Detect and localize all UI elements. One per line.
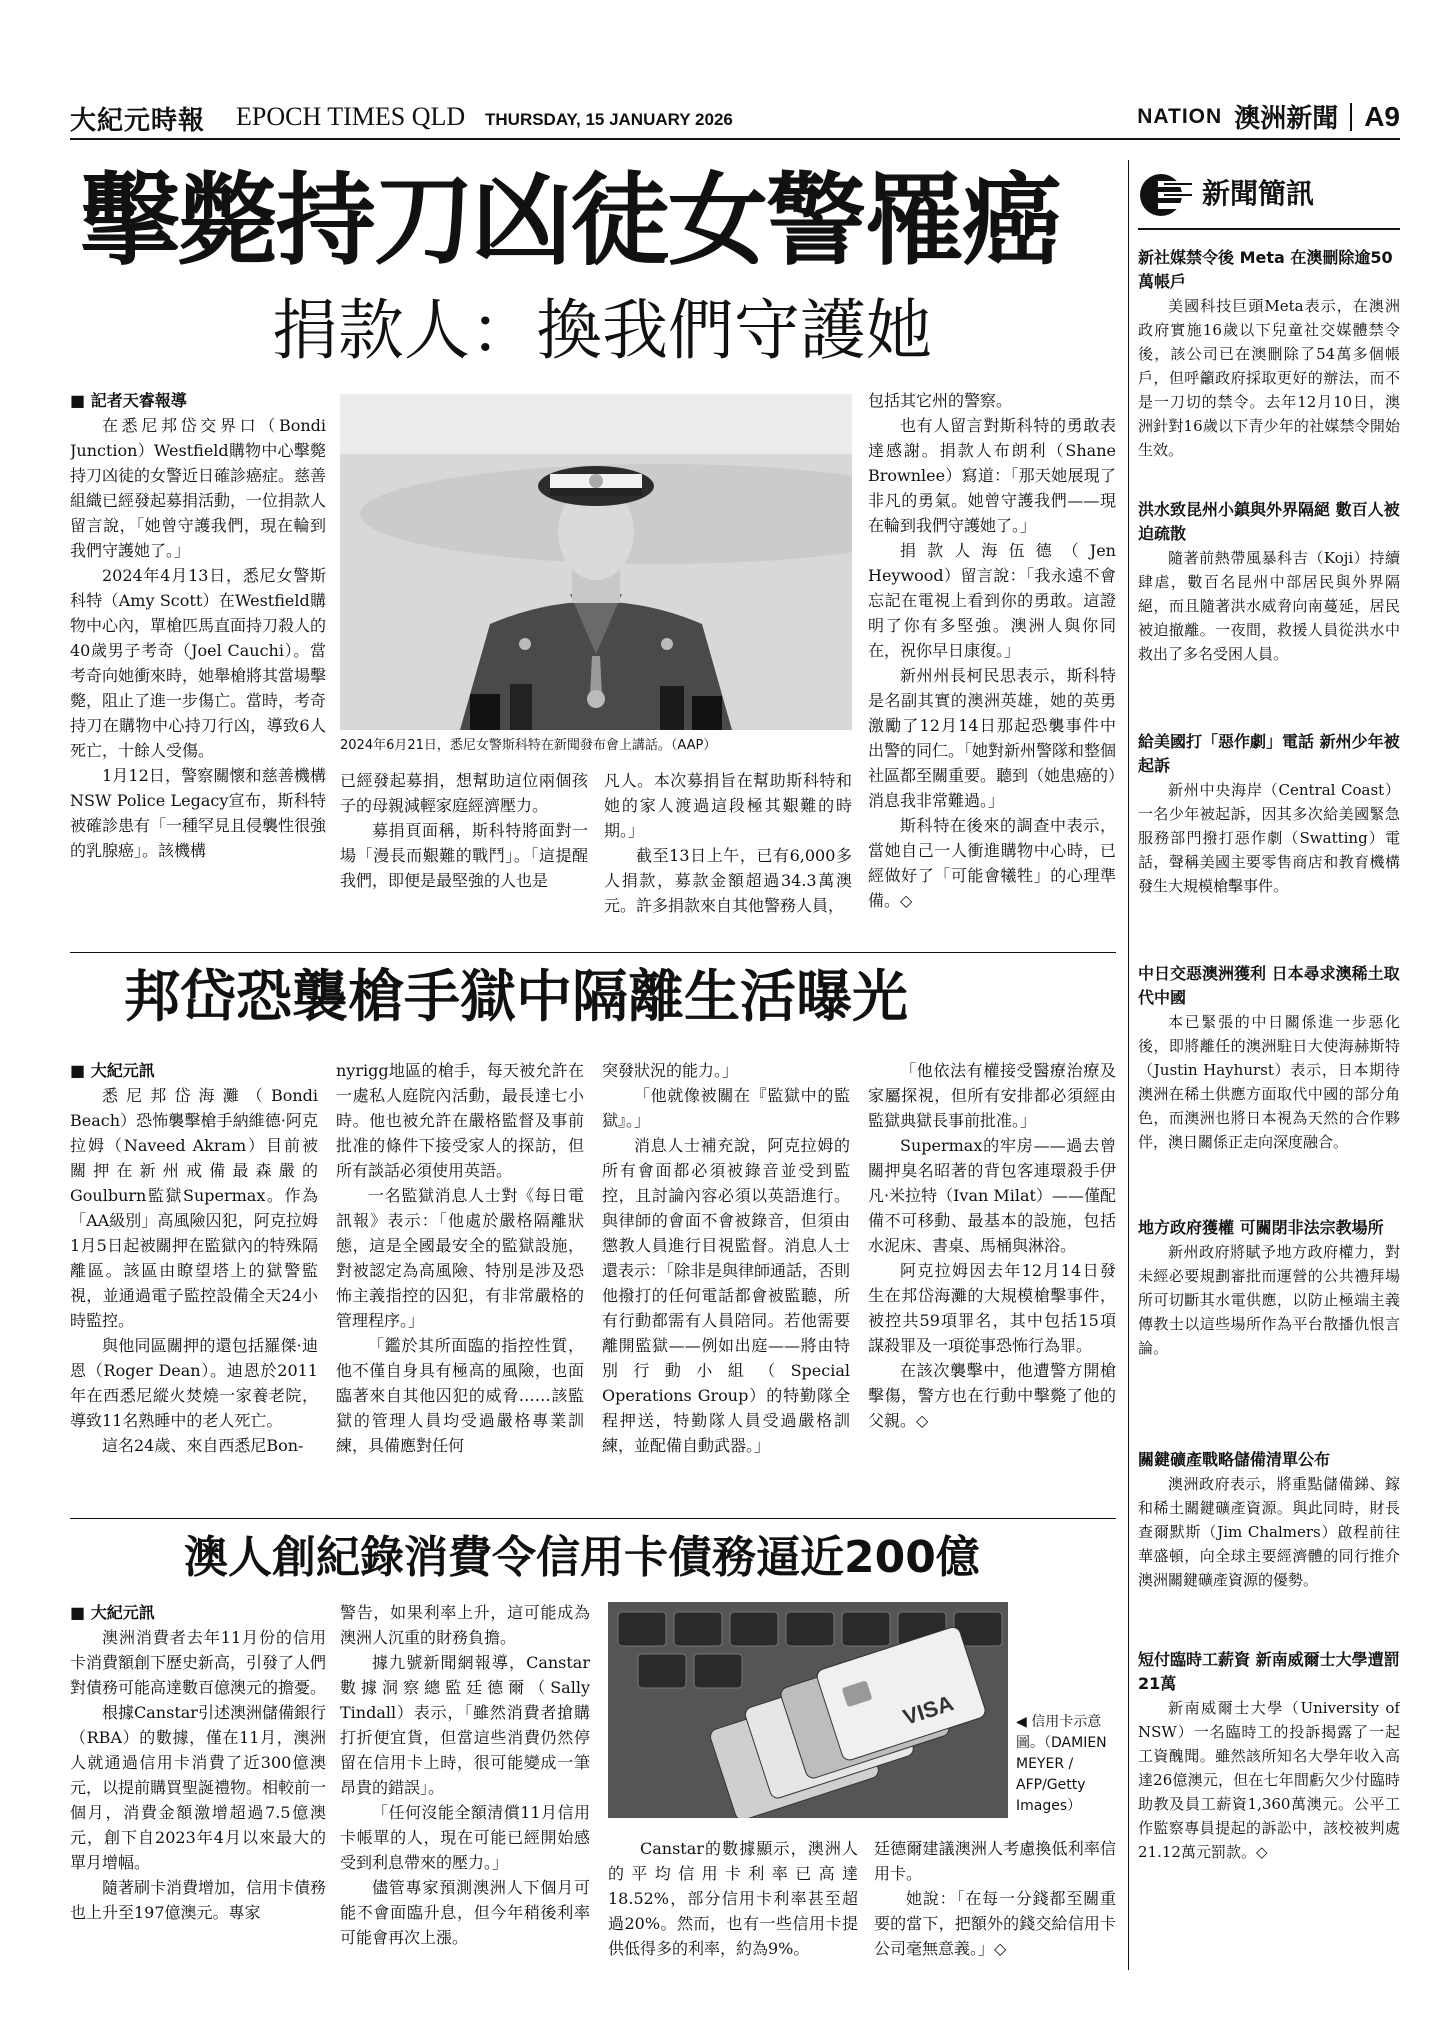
story3-column-1 [70, 1600, 326, 1966]
story2-column-1 [70, 1058, 318, 1506]
story2-headline: 邦岱恐襲槍手獄中隔離生活曝光 [124, 965, 908, 1030]
paragraph: 警告，如果利率上升，這可能成為澳洲人沉重的財務負擔。 [340, 1603, 590, 1647]
brief-body [1138, 1010, 1400, 1154]
story1-column-1 [70, 388, 326, 943]
brief-body [1138, 778, 1400, 898]
paragraph: 澳洲消費者去年11月份的信用卡消費額創下歷史新高，引發了人們對債務可能高達數百億澳元的擔憂。 [70, 1628, 326, 1697]
paragraph: 廷德爾建議澳洲人考慮換低利率信用卡。 [874, 1839, 1116, 1883]
paragraph: 澳洲政府表示，將重點儲備銻、鎵和稀土關鍵礦產資源。與此同時，財長查爾默斯（Jim Chalmers）啟程前往華盛頓，向全球主要經濟體的同行推介澳洲關鍵礦產資源的優勢。 [1138, 1475, 1400, 1589]
story3-column-3 [608, 1836, 858, 1966]
paragraph: 悉尼邦岱海灘（Bondi Beach）恐怖襲擊槍手納維德·阿克拉姆（Naveed Akram）目前被關押在新州戒備最森嚴的Goulburn監獄Supermax。作為「AA級別」高風險囚犯，阿克拉姆1月5日起被關押在監獄內的特殊隔離區。該區由瞭望塔上的獄警監視，並通過電子監控設備全天24小時監控。 [70, 1086, 318, 1330]
brief-item [1138, 962, 1400, 1216]
briefs-title: 新聞簡訊 [1202, 177, 1315, 210]
masthead-logo: 大紀元時報 [70, 106, 206, 136]
story1-subhead: 捐款人：換我們守護她 [272, 292, 932, 369]
story3-headline: 澳人創紀錄消費令信用卡債務逼近200億 [184, 1532, 980, 1583]
story1-photo [340, 394, 852, 730]
masthead-date: THURSDAY, 15 JANUARY 2026 [485, 110, 733, 129]
paragraph: 已經發起募捐，想幫助這位兩個孩子的母親減輕家庭經濟壓力。 [340, 771, 588, 815]
paragraph: 2024年4月13日，悉尼女警斯科特（Amy Scott）在Westfield購物中心內，單槍匹馬直面持刀殺人的40歲男子考奇（Joel Cauchi）。當考奇向她衝來時，她舉槍將其當場擊斃，阻止了進一步傷亡。當時，考奇持刀在購物中心持刀行凶，導致6人死亡，十餘人受傷。 [70, 566, 326, 760]
brief-title: 中日交惡澳洲獲利 日本尋求澳稀土取代中國 [1138, 964, 1400, 1007]
paragraph: Canstar的數據顯示，澳洲人的平均信用卡利率已高達18.52%，部分信用卡利率甚至超過20%。然而，也有一些信用卡提供低得多的利率，約為9%。 [608, 1839, 858, 1958]
brief-item [1138, 1216, 1400, 1448]
story2-column-3 [602, 1058, 850, 1506]
paragraph: 本已緊張的中日關係進一步惡化後，即將離任的澳洲駐日大使海赫斯特（Justin Hayhurst）表示，日本期待澳洲在稀土供應方面取代中國的部分角色，而澳洲也將日本視為天然的合作夥伴，澳日關係正走向深度融合。 [1138, 1013, 1400, 1151]
paragraph: 新南威爾士大學（University of NSW）一名臨時工的投訴揭露了一起工資醜聞。雖然該所知名大學年收入高達26億澳元，但在七年間虧欠少付臨時助教及員工薪資1,360萬澳元。公平工作監察專員提起的訴訟中，該校被判處21.12萬元罰款。◇ [1138, 1699, 1400, 1861]
masthead-rule [70, 138, 1400, 140]
brief-item [1138, 1448, 1400, 1648]
paragraph: nyrigg地區的槍手，每天被允許在一處私人庭院內活動，最長達七小時。他也被允許在嚴格監督及事前批准的條件下接受家人的探訪，但所有談話必須使用英語。 [336, 1061, 584, 1180]
brief-title: 給美國打「惡作劇」電話 新州少年被起訴 [1138, 732, 1400, 775]
section-label: NATION [1137, 104, 1223, 128]
brief-item [1138, 246, 1400, 498]
credit-cards-photo-icon [608, 1602, 1008, 1818]
paragraph: 她說：「在每一分錢都至關重要的當下，把額外的錢交給信用卡公司毫無意義。」◇ [874, 1889, 1116, 1958]
brief-item [1138, 1648, 1400, 1864]
brief-body [1138, 1472, 1400, 1592]
brief-title: 地方政府獲權 可關閉非法宗教場所 [1138, 1218, 1384, 1237]
story1-headline: 擊斃持刀凶徒女警罹癌 [80, 161, 1060, 279]
paragraph: 「任何沒能全額清償11月信用卡帳單的人，現在可能已經開始感受到利息帶來的壓力。」 [340, 1803, 590, 1872]
brief-body [1138, 294, 1400, 462]
paragraph: 「他就像被關在『監獄中的監獄』。」 [602, 1086, 850, 1130]
paragraph: 在悉尼邦岱交界口（Bondi Junction）Westfield購物中心擊斃持刀凶徒的女警近日確診癌症。慈善組織已經發起募捐活動，一位捐款人留言說，「她曾守護我們，現在輪到我們守護她了。」 [70, 416, 326, 560]
paragraph: 新州州長柯民思表示，斯科特是名副其實的澳洲英雄，她的英勇激勵了12月14日那起恐襲事件中出警的同仁。「她對新州警隊和整個社區都至關重要。聽到（她患癌的）消息我非常難過。」 [868, 666, 1116, 810]
paragraph: 儘管專家預測澳洲人下個月可能不會面臨升息，但今年稍後利率可能會再次上漲。 [340, 1878, 590, 1947]
paragraph: 美國科技巨頭Meta表示，在澳洲政府實施16歲以下兒童社交媒體禁令後，該公司已在澳刪除了54萬多個帳戶，但呼籲政府採取更好的辦法，而不是一刀切的禁令。去年12月10日，澳洲針對16歲以下青少年的社媒禁令開始生效。 [1138, 297, 1400, 459]
story3-column-2 [340, 1600, 590, 1966]
paragraph: 募捐頁面稱，斯科特將面對一場「漫長而艱難的戰鬥」。「這提醒我們，即便是最堅強的人也是 [340, 821, 588, 890]
paragraph: 1月12日，警察關懷和慈善機構NSW Police Legacy宣布，斯科特被確診患有「一種罕見且侵襲性很強的乳腺癌」。該機構 [70, 766, 326, 860]
paragraph: 根據Canstar引述澳洲儲備銀行（RBA）的數據，僅在11月，澳洲人就通過信用卡消費了近300億澳元，以提前購買聖誕禮物。相較前一個月，消費金額激增超過7.5億澳元，創下自2023年4月以來最大的單月增幅。 [70, 1703, 326, 1872]
story1-column-3 [604, 768, 852, 943]
briefs-rule [1138, 228, 1400, 230]
paragraph: 與他同區關押的還包括羅傑·迪恩（Roger Dean）。迪恩於2011年在西悉尼縱火焚燒一家養老院，導致11名熟睡中的老人死亡。 [70, 1336, 318, 1430]
story3-byline: ■ 大紀元訊 [70, 1600, 326, 1625]
story3-photo-caption: ◀ 信用卡示意圖。（DAMIEN MEYER / AFP/Getty Images） [1016, 1714, 1107, 1814]
story1-photo-caption: 2024年6月21日，悉尼女警斯科特在新聞發布會上講話。（AAP） [340, 738, 717, 753]
masthead-section-block [1137, 98, 1400, 135]
paragraph: 包括其它州的警察。 [868, 391, 1013, 410]
section-label-cn: 澳洲新聞 [1234, 104, 1339, 134]
paragraph: 消息人士補充說，阿克拉姆的所有會面都必須被錄音並受到監控，且討論內容必須以英語進行。與律師的會面不會被錄音，但須由懲教人員進行目視監督。消息人士還表示：「除非是與律師通話，否則他撥打的任何電話都會被監聽，所有行動都需有人員陪同。若他需要離開監獄——例如出庭——將由特別行動小組（Special Operations Group）的特勤隊全程押送，特勤隊人員受過嚴格訓練，並配備自動武器。」 [602, 1136, 850, 1455]
brief-title: 新社媒禁令後 Meta 在澳刪除逾50萬帳戶 [1138, 248, 1393, 291]
paragraph: 隨著前熱帶風暴科吉（Koji）持續肆虐，數百名昆州中部居民與外界隔絕，而且隨著洪水威脅向南蔓延，居民被迫撤離。一夜間，救援人員從洪水中救出了多名受困人員。 [1138, 549, 1400, 663]
story1-byline: ■ 記者天睿報導 [70, 388, 326, 413]
paragraph: 也有人留言對斯科特的勇敢表達感謝。捐款人布朗利（Shane Brownlee）寫道：「那天她展現了非凡的勇氣。她曾守護我們——現在輪到我們守護她了。」 [868, 416, 1116, 535]
svg-text:VISA: VISA [899, 1690, 957, 1730]
masthead [70, 98, 1400, 134]
brief-body [1138, 1696, 1400, 1864]
column-divider [1128, 160, 1129, 1970]
brief-body [1138, 1240, 1400, 1360]
paragraph: 凡人。本次募捐旨在幫助斯科特和她的家人渡過這段極其艱難的時期。」 [604, 771, 852, 840]
police-officer-photo-icon [340, 394, 852, 730]
brief-item [1138, 498, 1400, 730]
story3-column-4 [874, 1836, 1116, 1966]
paragraph: 這名24歲、來自西悉尼Bon- [102, 1436, 304, 1455]
brief-title: 洪水致昆州小鎮與外界隔絕 數百人被迫疏散 [1138, 500, 1400, 543]
briefs-list [1138, 246, 1400, 1966]
briefs-header [1138, 166, 1400, 224]
paragraph: 突發狀況的能力。」 [602, 1061, 739, 1080]
story2-column-4 [868, 1058, 1116, 1506]
page-number: A9 [1364, 100, 1400, 132]
paragraph: 新州政府將賦予地方政府權力，對未經必要規劃審批而運營的公共禮拜場所可切斷其水電供應，以防止極端主義傳教士以這些場所作為平台散播仇恨言論。 [1138, 1243, 1400, 1357]
paragraph: 在該次襲擊中，他遭警方開槍擊傷，警方也在行動中擊斃了他的父親。◇ [868, 1361, 1116, 1430]
story1-column-2 [340, 768, 588, 943]
paragraph: 據九號新聞網報導，Canstar數據洞察總監廷德爾（Sally Tindall）表示，「雖然消費者搶購打折便宜貨，但當這些消費仍然停留在信用卡上時，很可能變成一筆昂貴的錯誤」。 [340, 1653, 590, 1797]
paragraph: Supermax的牢房——過去曾關押臭名昭著的背包客連環殺手伊凡·米拉特（Ivan Milat）——僅配備不可移動、最基本的設施，包括水泥床、書桌、馬桶與淋浴。 [868, 1136, 1116, 1255]
story-divider [70, 1518, 1116, 1519]
paragraph: 「他依法有權接受醫療治療及家屬探視，但所有安排都必須經由監獄典獄長事前批准。」 [868, 1061, 1116, 1130]
paragraph: 阿克拉姆因去年12月14日發生在邦岱海灘的大規模槍擊事件，被控共59項罪名，其中包括15項謀殺罪及一項從事恐怖行為罪。 [868, 1261, 1116, 1355]
paragraph: 隨著刷卡消費增加，信用卡債務也上升至197億澳元。專家 [70, 1878, 326, 1922]
story1-column-4 [868, 388, 1116, 943]
paragraph: 一名監獄消息人士對《每日電訊報》表示：「他處於嚴格隔離狀態，這是全國最安全的監獄設施，對被認定為高風險、特別是涉及恐怖主義指控的囚犯，有非常嚴格的管理程序。」 [336, 1186, 584, 1330]
paragraph: 新州中央海岸（Central Coast）一名少年被起訴，因其多次給美國緊急服務部門撥打惡作劇（Swatting）電話，聲稱美國主要零售商店和教育機構發生大規模槍擊事件。 [1138, 781, 1400, 895]
story2-byline: ■ 大紀元訊 [70, 1058, 318, 1083]
brief-title: 短付臨時工薪資 新南威爾士大學遭罰21萬 [1138, 1650, 1400, 1693]
masthead-divider [1350, 103, 1352, 131]
paragraph: 「鑑於其所面臨的指控性質，他不僅自身具有極高的風險，也面臨著來自其他囚犯的威脅……該監獄的管理人員均受過嚴格專業訓練，具備應對任何 [336, 1336, 584, 1455]
story2-column-2 [336, 1058, 584, 1506]
story-divider [70, 952, 1116, 953]
paragraph: 截至13日上午，已有6,000多人捐款，募款金額超過34.3萬澳元。許多捐款來自其他警務人員， [604, 846, 852, 915]
brief-title: 關鍵礦產戰略儲備清單公布 [1138, 1450, 1331, 1469]
news-briefs-icon [1138, 172, 1192, 218]
story3-photo [608, 1602, 1008, 1818]
brief-body [1138, 546, 1400, 666]
brief-item [1138, 730, 1400, 962]
paragraph: 斯科特在後來的調查中表示，當她自己一人衝進購物中心時，已經做好了「可能會犧牲」的心理準備。◇ [868, 816, 1116, 910]
paragraph: 捐款人海伍德（Jen Heywood）留言說：「我永遠不會忘記在電視上看到你的勇敢。這證明了你有多堅強。澳洲人與你同在，祝你早日康復。」 [868, 541, 1116, 660]
masthead-publication: EPOCH TIMES QLD [236, 102, 466, 131]
